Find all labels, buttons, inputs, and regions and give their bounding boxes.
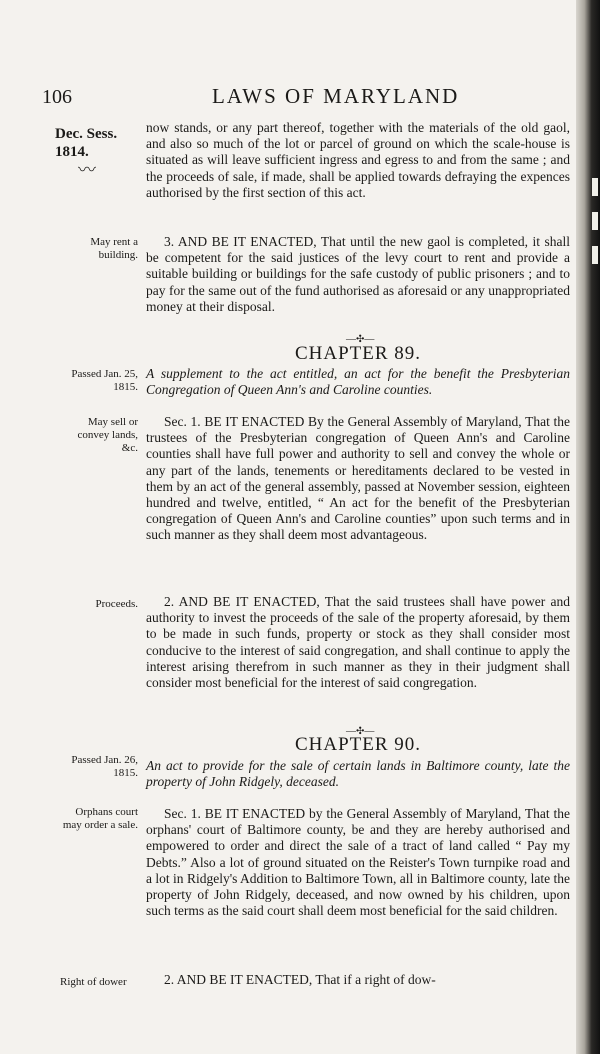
- session-note: Dec. Sess. 1814.: [55, 126, 118, 160]
- chapter-90-title: An act to provide for the sale of certain lands in Baltimore county, late the property of John Ridgely, deceased.: [146, 758, 570, 790]
- margin-note-may-rent: May rent a building.: [90, 236, 138, 261]
- margin-note-proceeds: Proceeds.: [95, 598, 138, 610]
- margin-note-passed-90: Passed Jan. 26, 1815.: [71, 754, 138, 779]
- session-flourish: 〰: [78, 160, 96, 180]
- ornament-divider: —✣—: [346, 334, 375, 345]
- chapter-90-heading: CHAPTER 90.: [294, 734, 422, 755]
- edge-mark: [592, 212, 598, 230]
- ornament-divider: —✣—: [346, 726, 375, 737]
- page-header: [0, 82, 570, 112]
- paragraph-opening: now stands, or any part thereof, together with the materials of the old gaol, and also so much of the lot or parcel of ground on which the scale-house is situated as will leave sufficient ingress and egress to and from the same ; and the proceeds of sale, if made, shall be applied towards defraying the expences authorised by the first section of this act.: [146, 120, 570, 200]
- running-title: LAWS OF MARYLAND: [212, 84, 460, 108]
- chapter-89-heading: CHAPTER 89.: [294, 343, 422, 364]
- paragraph-section-3: 3. AND BE IT ENACTED, That until the new gaol is completed, it shall be competent for the said justices of the levy court to rent and provide a suitable building or buildings for the safe custody of public prisoners ; and to pay for the same out of the fund authorised as aforesaid or any unappropriated money at their disposal.: [146, 234, 570, 314]
- chapter-89-section-2: 2. AND BE IT ENACTED, That the said trustees shall have power and authority to invest the proceeds of the sale of the property aforesaid, by them to be made in such funds, property or stock as they shall consider most conducive to the interest of said congregation, and shall continue to apply the interest arising therefrom in such manner as they in their judgment shall consider most beneficial for the interest of said congregation.: [146, 594, 570, 691]
- chapter-89-section-1: Sec. 1. BE IT ENACTED By the General Assembly of Maryland, That the trustees of the Presbyterian congregation of Queen Ann's and Caroline counties shall have full power and authority to sell and convey the whole or any part of the lands, tenements or hereditaments declared to be vested in them by an act of the general assembly, passed at November session, eighteen hundred and twelve, entitled, “ An act for the benefit of the Presbyterian congregation of Queen Ann's and Caroline counties” upon such terms and in such manner as they shall deem most advantageous.: [146, 414, 570, 543]
- chapter-90-section-1: Sec. 1. BE IT ENACTED by the General Assembly of Maryland, That the orphans' court of Baltimore county, be and they are hereby authorised and empowered to order and direct the sale of a tract of land called “ Pay my Debts.” Also a lot of ground situated on the Reister's Town turnpike road and a lot in Ridgely's Addition to Baltimore Town, all in Baltimore county, late the property of John Ridgely, deceased, and now owned by his children, upon such terms as the said court shall deem most beneficial for the said children.: [146, 806, 570, 919]
- edge-mark: [592, 246, 598, 264]
- margin-note-dower: Right of dower: [60, 976, 127, 988]
- margin-note-may-sell: May sell or convey lands, &c.: [77, 416, 138, 454]
- page-number: 106: [42, 86, 72, 108]
- edge-mark: [592, 178, 598, 196]
- margin-note-orphans: Orphans court may order a sale.: [62, 806, 138, 831]
- margin-note-passed-89: Passed Jan. 25, 1815.: [71, 368, 138, 393]
- chapter-90-section-2: 2. AND BE IT ENACTED, That if a right of dow-: [164, 972, 436, 987]
- binding-edge: [576, 0, 600, 1054]
- chapter-89-title: A supplement to the act entitled, an act for the benefit the Presbyterian Congregation of Queen Ann's and Caroline counties.: [146, 366, 570, 398]
